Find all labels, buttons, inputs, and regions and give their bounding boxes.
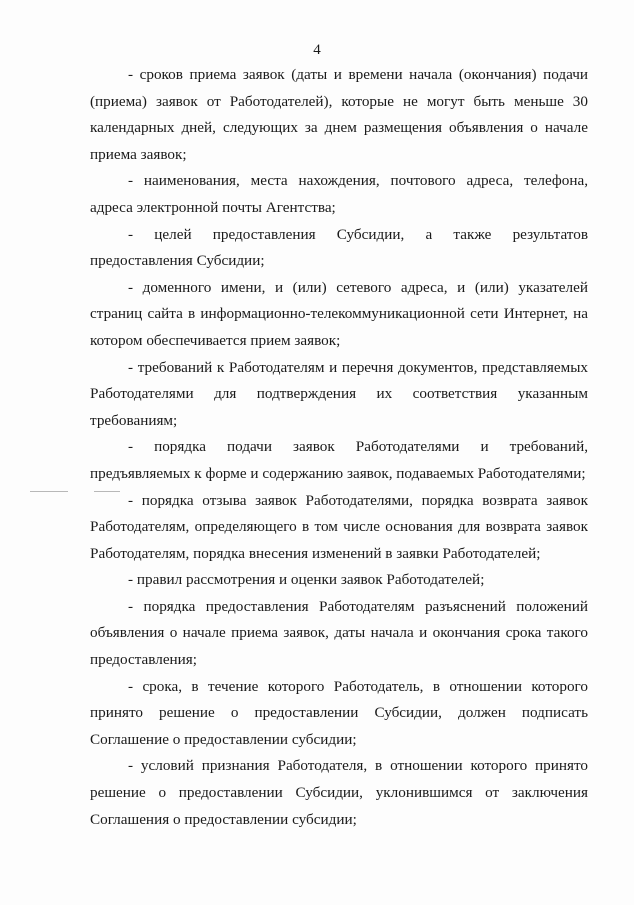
paragraph-review-rules: - правил рассмотрения и оценки заявок Работодателей;: [128, 571, 485, 589]
paragraph-submission-procedure: - порядка подачи заявок Работодателями и требований, предъявляемых к форме и содержанию заявок, подаваемых Работодателями;: [90, 438, 588, 482]
paragraph-agency-contacts: - наименования, места нахождения, почтового адреса, телефона, адреса электронной почты Агентства;: [90, 172, 588, 216]
paragraph-subsidy-goals: - целей предоставления Субсидии, а также результатов предоставления Субсидии;: [90, 225, 588, 270]
paragraph-withdrawal-procedure: - порядка отзыва заявок Работодателями, порядка возврата заявок Работодателям, определяющего в том числе основания для возврата заявок Работодателям, порядка внесения изменений в заявки Работодателей;: [90, 491, 588, 562]
document-body: [90, 62, 588, 833]
paragraph-signing-deadline: - срока, в течение которого Работодатель, в отношении которого принято решение о предоставлении Субсидии, должен подписать Соглашение о предоставлении субсидии;: [90, 677, 588, 748]
paragraph-application-deadlines: - сроков приема заявок (даты и времени начала (окончания) подачи (приема) заявок от Работодателей), которые не могут быть меньше 30 календарных дней, следующих за днем размещения объявления о начале приема заявок;: [90, 66, 588, 163]
scan-mark: [94, 491, 120, 492]
paragraph-clarifications: - порядка предоставления Работодателям разъяснений положений объявления о начале приема заявок, даты начала и окончания срока такого предоставления;: [90, 597, 588, 669]
scan-mark: [30, 491, 68, 492]
paragraph-website-address: - доменного имени, и (или) сетевого адреса, и (или) указателей страниц сайта в информационно-телекоммуникационной сети Интернет, на котором обеспечивается прием заявок;: [90, 278, 588, 349]
page-number: 4: [313, 42, 321, 58]
paragraph-evasion-conditions: - условий признания Работодателя, в отношении которого принято решение о предоставлении Субсидии, уклонившимся от заключения Соглашения о предоставлении субсидии;: [90, 757, 588, 828]
paragraph-employer-requirements: - требований к Работодателям и перечня документов, представляемых Работодателями для подтверждения их соответствия указанным требованиям;: [90, 358, 588, 429]
